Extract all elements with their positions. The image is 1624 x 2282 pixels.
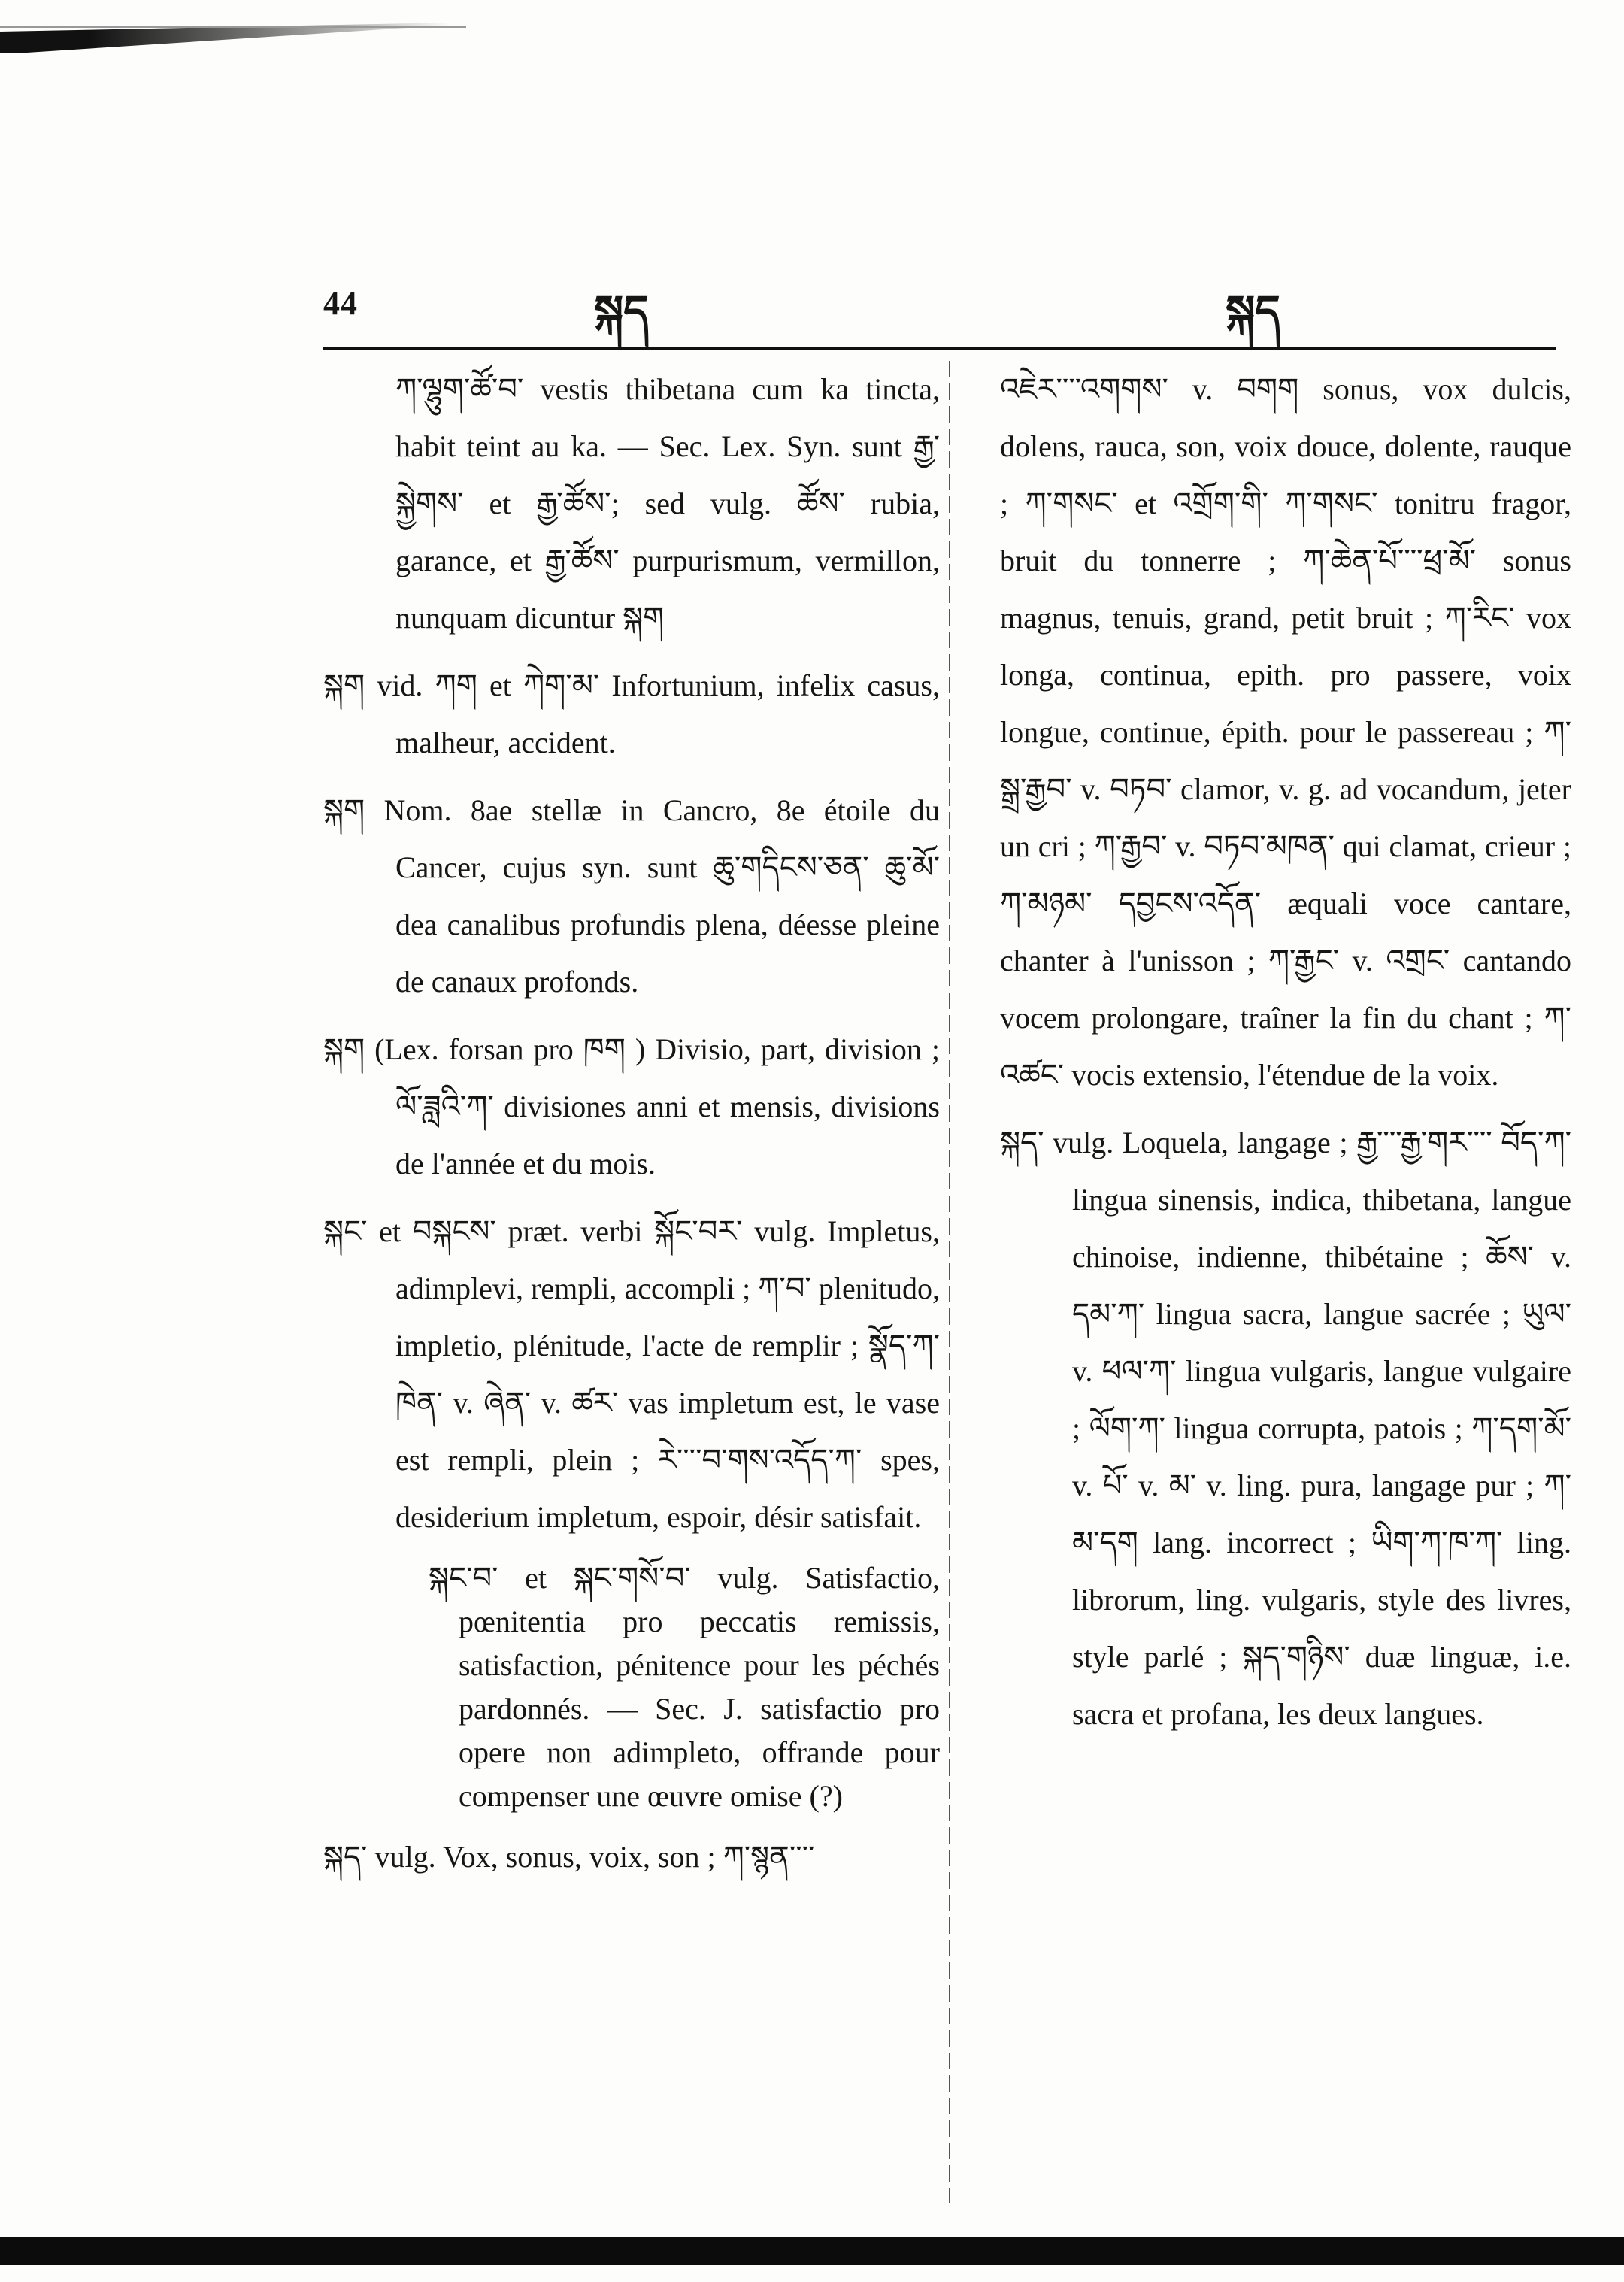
dictionary-entry: སྐང་ et བསྐངས་ præt. verbi སྐོང་བར་ vulg. Impletus, adimplevi, rempli, accompli ; ཀ་བ་ plenitudo, impletio, plénitude, l'acte de remplir ; སྣོད་ཀ་ཁེན་ v. ཞེན་ v. ཚར་ vas impletum est, le vase est rempli, plein ; རེ་་་་བ་གས་འདོད་ཀ་ spes, desiderium impletum, espoir, désir satisfait. xyxy=(323,1214,940,1534)
dictionary-entry: ཀ་ལྷུག་ཚོ་བ་ vestis thibetana cum ka tincta, habit teint au ka. — Sec. Lex. Syn. sunt རྒྱ་སྐྱེགས་ et རྒྱ་ཚོས་; sed vulg. ཚོས་ rubia, garance, et རྒྱ་ཚོས་ purpurismum, vermillon, nunquam dicuntur སྐག xyxy=(395,372,940,635)
dictionary-entry: སྐག vid. ཀག et ཀེག་མ་ Infortunium, infelix casus, malheur, accident. xyxy=(323,668,940,759)
header-rule xyxy=(323,347,1556,350)
top-rule xyxy=(0,26,466,28)
bottom-scan-bar xyxy=(0,2237,1624,2265)
dictionary-entry: སྐད་ vulg. Vox, sonus, voix, son ; ཀ་སྙན་་་་ xyxy=(323,1840,815,1874)
dictionary-entry: སྐག (Lex. forsan pro ཁག ) Divisio, part, division ; ལོ་ཟླའི་ཀ་ divisiones anni et mensis, divisions de l'année et du mois. xyxy=(323,1032,940,1180)
dictionary-entry: སྐག Nom. 8ae stellæ in Cancro, 8e étoile du Cancer, cujus syn. sunt ཆུ་གདིངས་ཅན་ ཆུ་མོ་ dea canalibus profundis plena, déesse pleine de canaux profonds. xyxy=(323,793,940,999)
dictionary-entry: འཇེར་་་་འགགས་ v. བགག sonus, vox dulcis, dolens, rauca, son, voix douce, dolente, rauque ; ཀ་གསང་ et འགྲོག་གི་ ཀ་གསང་ tonitru fragor, bruit du tonnerre ; ཀ་ཆེན་པོ་་་་ཕྲ་མོ་ sonus magnus, tenuis, grand, petit bruit ; ཀ་རིང་ vox longa, continua, epith. pro passere, voix longue, continue, épith. pour le passereau ; ཀ་སྒྲ་རྒྱབ་ v. བཏབ་ clamor, v. g. ad vocandum, jeter un cri ; ཀ་རྒྱབ་ v. བཏབ་མཁན་ qui clamat, crieur ; ཀ་མཉམ་ དབྱངས་འདོན་ æquali voce cantare, chanter à l'unisson ; ཀ་རྒྱང་ v. འགྲང་ cantando vocem prolongare, traîner la fin du chant ; ཀ་འཚང་ vocis extensio, l'étendue de la voix. xyxy=(1000,372,1571,1092)
dictionary-entry: སྐང་བ་ et སྐང་གསོ་བ་ vulg. Satisfactio, pœnitentia pro peccatis remissis, satisfaction, pénitence pour les péchés pardonnés. — Sec. J. satisfactio pro opere non adimpleto, offrande pour compenser une œuvre omise (?) xyxy=(429,1561,940,1813)
page-header xyxy=(0,256,1624,346)
right-column xyxy=(1000,361,1571,1753)
left-column xyxy=(323,361,940,1896)
page-number: 44 xyxy=(323,285,358,322)
running-head-right: སྐད xyxy=(1226,286,1280,337)
column-divider xyxy=(949,361,950,2203)
running-head-left: སྐད xyxy=(594,286,649,337)
dictionary-entry: སྐད་ vulg. Loquela, langage ; རྒྱ་་་་རྒྱ་གར་་་་ བོད་ཀ་ lingua sinensis, indica, thibetana, langue chinoise, indienne, thibétaine ; ཆོས་ v. དམ་ཀ་ lingua sacra, langue sacrée ; ཡུལ་ v. ཕལ་ཀ་ lingua vulgaris, langue vulgaire ; ལོག་ཀ་ lingua corrupta, patois ; ཀ་དག་མོ་ v. པོ་ v. མ་ v. ling. pura, langage pur ; ཀ་མ་དག lang. incorrect ; ཡིག་ཀ་ཁ་ཀ་ ling. librorum, ling. vulgaris, style des livres, style parlé ; སྐད་གཉིས་ duæ linguæ, i.e. sacra et profana, les deux langues. xyxy=(1000,1126,1571,1731)
